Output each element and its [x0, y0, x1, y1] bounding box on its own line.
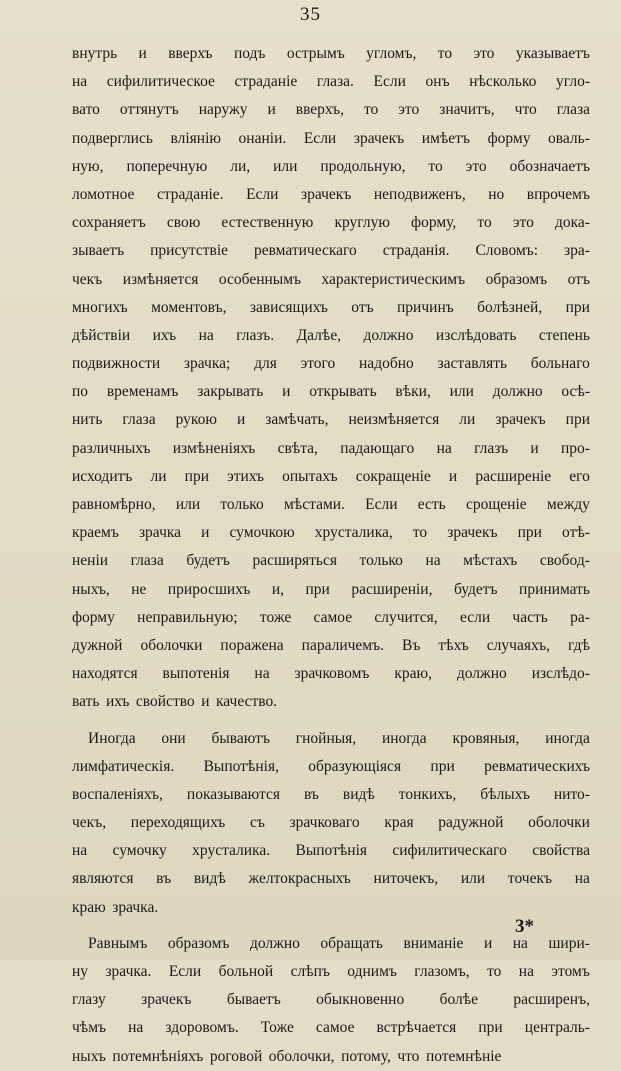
paragraph	[72, 725, 590, 922]
text-line: дѣйствіи ихъ на глазъ. Далѣе, должно изслѣдовать степень	[72, 326, 590, 344]
paragraph	[72, 930, 590, 1071]
text-line: многихъ моментовъ, зависящихъ отъ причинъ болѣзней, при	[72, 298, 590, 316]
text-line: внутрь и вверхъ подъ острымъ угломъ, то это указываетъ	[72, 45, 590, 62]
text-line: ныхъ, не приросшихъ и, при расширеніи, будетъ принимать	[72, 580, 590, 598]
text-line: равномѣрно, или только мѣстами. Если есть срощеніе между	[72, 496, 590, 513]
text-line: краемъ зрачка и сумочкою хрусталика, то зрачекъ при отѣ-	[72, 524, 590, 542]
text-line: ныхъ потемнѣніяхъ роговой оболочки, потому, что потемнѣніе	[72, 1047, 502, 1065]
text-line: различныхъ измѣненіяхъ свѣта, падающаго на глазъ и про-	[72, 439, 590, 457]
text-line: чѣмъ на здоровомъ. Тоже самое встрѣчается при централь-	[72, 1019, 590, 1037]
text-line: Иногда они бываютъ гнойныя, иногда кровяныя, иногда	[88, 729, 590, 747]
text-line: лимфатическія. Выпотѣнія, образующіяся при ревматическихъ	[72, 757, 590, 775]
text-line: ломотное страданіе. Если зрачекъ неподвиженъ, но впрочемъ	[72, 185, 590, 203]
text-line: зываетъ присутствіе ревматическаго страданія. Словомъ: зра-	[72, 242, 590, 260]
text-body	[72, 40, 590, 1071]
text-line: являются въ видѣ желтокрасныхъ ниточекъ, или точекъ на	[72, 870, 590, 888]
text-line: на сумочку хрусталика. Выпотѣнія сифилитическаго свойства	[72, 842, 590, 860]
text-line: ну зрачка. Если больной слѣпъ однимъ глазомъ, то на этомъ	[72, 963, 590, 980]
text-line: подверглись вліянію онаніи. Если зрачекъ имѣетъ форму оваль-	[72, 129, 590, 147]
text-line: вать ихъ свойство и качество.	[72, 693, 278, 711]
text-line: по временамъ закрывать и открывать вѣки, или должно осѣ-	[72, 383, 590, 401]
text-line: Равнымъ образомъ должно обращать вниманіе и на шири-	[88, 934, 590, 952]
text-line: нить глаза рукою и замѣчать, неизмѣняется ли зрачекъ при	[72, 411, 590, 429]
text-line: сохраняетъ свою естественную круглую форму, то это дока-	[72, 214, 590, 232]
text-line: воспаленіяхъ, показываются въ видѣ тонкихъ, бѣлыхъ нито-	[72, 785, 590, 803]
text-line: подвижности зрачка; для этого надобно заставлять больнаго	[72, 355, 590, 373]
text-line: дужной оболочки поражена параличемъ. Въ тѣхъ случаяхъ, гдѣ	[72, 636, 590, 654]
text-line: неніи глаза будетъ расширяться только на мѣстахъ свобод-	[72, 552, 590, 570]
text-line: глазу зрачекъ бываетъ обыкновенно болѣе расширенъ,	[72, 991, 590, 1009]
printer-signature-mark: 3*	[515, 916, 534, 937]
text-line: форму неправильную; тоже самое случится, если часть ра-	[72, 608, 590, 626]
text-line: вато оттянутъ наружу и вверхъ, то это значитъ, что глаза	[72, 101, 590, 119]
text-line: чекъ, переходящихъ съ зрачковаго края радужной оболочки	[72, 814, 590, 832]
paragraph-gap	[72, 922, 590, 930]
paragraph	[72, 40, 590, 717]
page-number: 35	[300, 4, 321, 25]
paragraph-gap	[72, 717, 590, 725]
text-line: на сифилитическое страданіе глаза. Если онъ нѣсколько угло-	[72, 73, 590, 91]
text-line: краю зрачка.	[72, 898, 159, 916]
text-line: исходитъ ли при этихъ опытахъ сокращеніе и расширеніе его	[72, 467, 590, 485]
text-line: чекъ измѣняется особеннымъ характеристическимъ образомъ отъ	[72, 270, 590, 288]
text-line: находятся выпотенія на зрачковомъ краю, должно изслѣдо-	[72, 665, 590, 683]
text-line: ную, поперечную ли, или продольную, то это обозначаетъ	[72, 157, 590, 175]
